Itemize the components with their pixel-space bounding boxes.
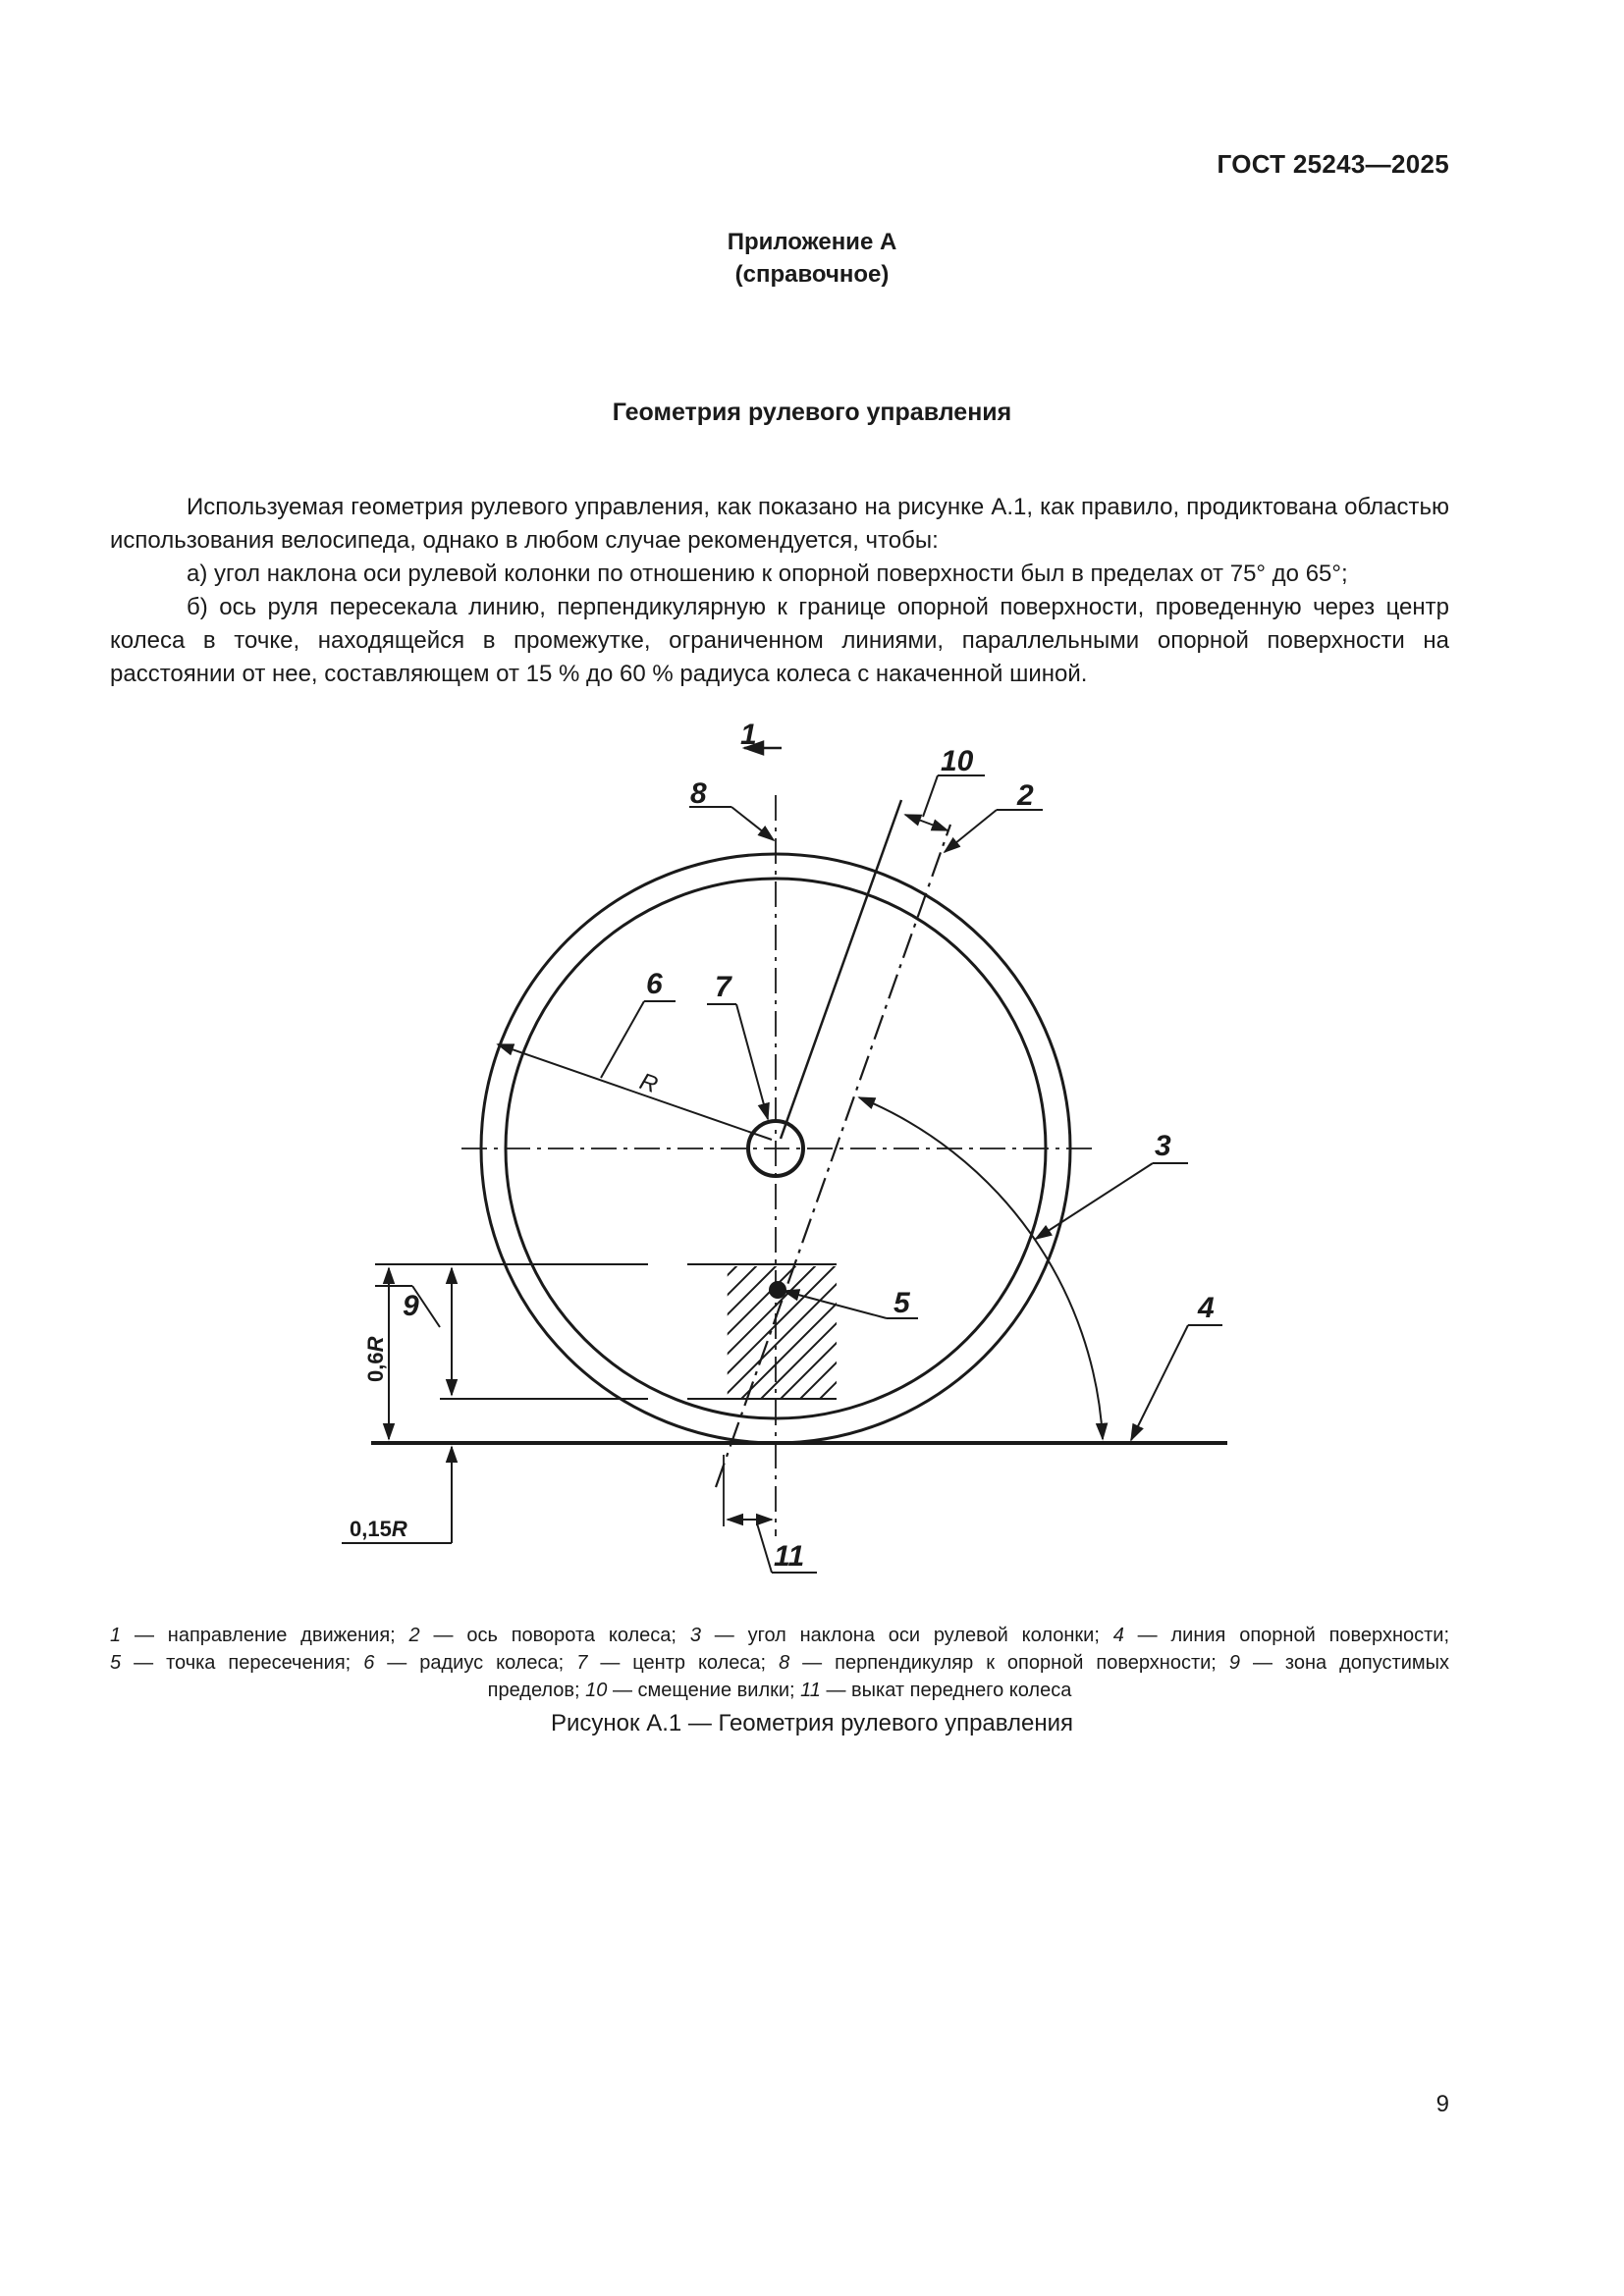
callout-1: 1: [740, 719, 757, 751]
tolerance-zone: [550, 1256, 962, 1453]
callout-11: 11: [774, 1540, 805, 1573]
callout-6: 6: [646, 968, 663, 1000]
callout-8: 8: [690, 777, 707, 810]
legend-text: — перпендикуляр к опорной поверхности;: [789, 1652, 1229, 1674]
legend-num: 11: [800, 1680, 821, 1701]
legend-text: — угол наклона оси рулевой колонки;: [700, 1625, 1113, 1646]
callout-9: 9: [403, 1290, 419, 1322]
section-title: Геометрия рулевого управления: [612, 399, 1012, 426]
legend-text: — зона допустимых: [1239, 1652, 1449, 1674]
dim-06r-label: 0,6R: [363, 1336, 388, 1382]
legend-num: 1: [110, 1625, 122, 1646]
legend-num: 2: [408, 1625, 420, 1646]
legend-num: 9: [1228, 1652, 1240, 1674]
legend-num: 3: [689, 1625, 701, 1646]
legend-line-1: [110, 1622, 1449, 1649]
legend-num: 4: [1112, 1625, 1124, 1646]
callout-2: 2: [1017, 779, 1034, 812]
figure-legend: [110, 1622, 1449, 1704]
legend-text: — линия опорной поверхности;: [1123, 1625, 1450, 1646]
legend-text: — ось поворота колеса;: [419, 1625, 690, 1646]
legend-num: 6: [363, 1652, 375, 1674]
legend-text: — радиус колеса;: [374, 1652, 577, 1674]
callout-5: 5: [893, 1287, 910, 1319]
callout-7: 7: [715, 971, 731, 1003]
intro-paragraph: Используемая геометрия рулевого управления, как показано на рисунке А.1, как правило, продиктована областью использования велосипеда, однако в любом случае рекомендуется, чтобы:: [110, 494, 1449, 554]
item-a-paragraph: а) угол наклона оси рулевой колонки по отношению к опорной поверхности был в пределах от 75° до 65°;: [187, 561, 1348, 587]
annex-status: (справочное): [734, 261, 890, 288]
legend-text: — точка пересечения;: [121, 1652, 364, 1674]
legend-num: 10: [585, 1680, 608, 1701]
intersection-point: [769, 1281, 786, 1299]
legend-num: 7: [576, 1652, 588, 1674]
legend-line-3: [110, 1677, 1449, 1704]
standard-code: ГОСТ 25243—2025: [1217, 149, 1449, 179]
figure-caption: Рисунок А.1 — Геометрия рулевого управления: [551, 1710, 1073, 1736]
radius-label: R: [636, 1068, 662, 1099]
legend-num: 8: [779, 1652, 790, 1674]
legend-line-2: [110, 1649, 1449, 1677]
callout-4: 4: [1198, 1292, 1215, 1324]
annex-title: Приложение А: [727, 229, 897, 255]
legend-text: — смещение вилки;: [607, 1680, 801, 1701]
legend-num: 5: [110, 1652, 122, 1674]
legend-text: пределов;: [487, 1680, 586, 1701]
fork-line: [781, 800, 901, 1139]
legend-text: — направление движения;: [121, 1625, 409, 1646]
page-number: 9: [1435, 2091, 1449, 2117]
legend-text: — центр колеса;: [587, 1652, 780, 1674]
callout-3: 3: [1155, 1130, 1171, 1162]
legend-text: — выкат переднего колеса: [820, 1680, 1072, 1701]
dim-015r-label: 0,15R: [350, 1517, 407, 1541]
item-b-paragraph: б) ось руля пересекала линию, перпендикулярную к границе опорной поверхности, проведенную через центр колеса в точке, находящейся в промежутке, ограниченном линиями, параллельными опорной поверхности на расстоянии от нее, составляющем от 15 % до 60 % радиуса колеса с накаченной шиной.: [110, 594, 1449, 687]
dim-offset-line: [905, 815, 947, 830]
callout-10: 10: [941, 745, 974, 777]
